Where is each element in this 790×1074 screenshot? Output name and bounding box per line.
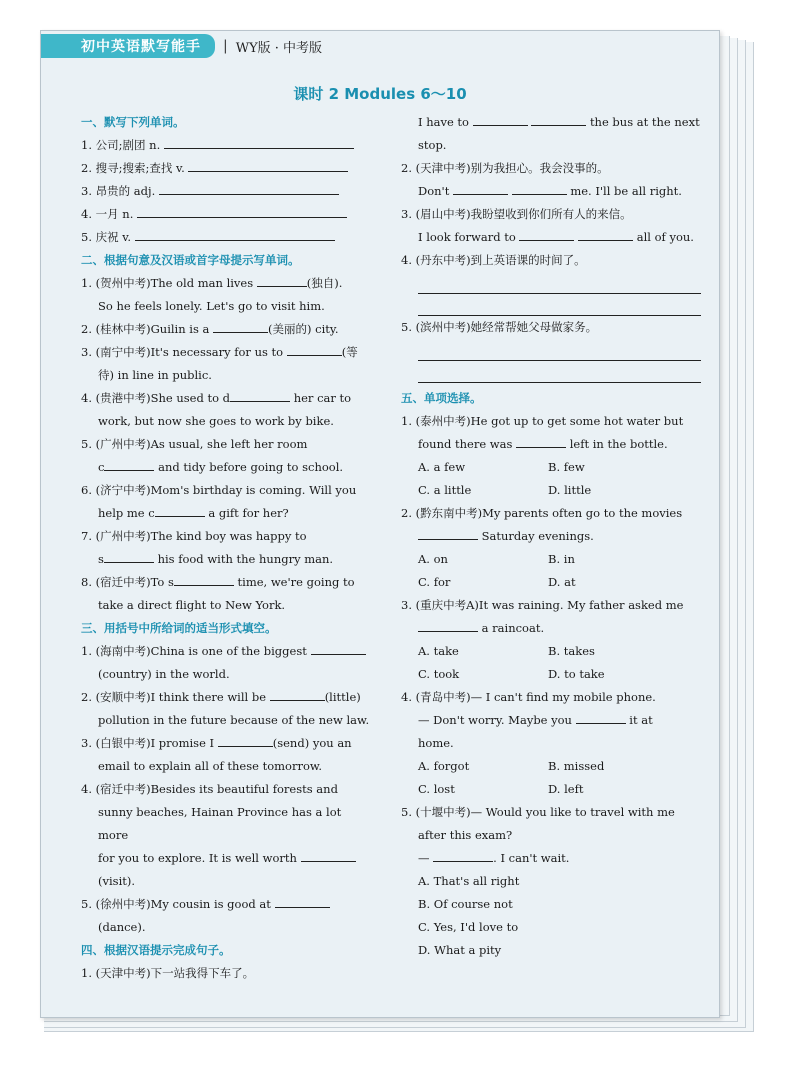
answer-blank[interactable] bbox=[418, 525, 478, 540]
question-text: I have to the bus at the next bbox=[401, 111, 701, 134]
question: 5. 庆祝 v. bbox=[81, 226, 371, 249]
question: 1. (天津中考)下一站我得下车了。 bbox=[81, 966, 255, 980]
answer-blank[interactable] bbox=[104, 456, 154, 471]
page-header bbox=[41, 35, 322, 57]
option-a[interactable]: A. take bbox=[418, 644, 459, 658]
question-text: work, but now she goes to work by bike. bbox=[98, 414, 334, 428]
option-d[interactable]: D. What a pity bbox=[418, 943, 502, 957]
question: 1. (贺州中考)The old man lives (独自). bbox=[81, 272, 371, 295]
answer-blank[interactable] bbox=[512, 180, 567, 195]
question-text: (country) in the world. bbox=[98, 667, 230, 681]
options-row bbox=[401, 640, 701, 663]
options-row bbox=[401, 755, 701, 778]
question-text: (dance). bbox=[98, 920, 146, 934]
question: 1. (泰州中考)He got up to get some hot water but bbox=[401, 414, 684, 428]
option-c[interactable]: C. lost bbox=[418, 782, 455, 796]
question-text: email to explain all of these tomorrow. bbox=[98, 759, 323, 773]
question: 3. 昂贵的 adj. bbox=[81, 180, 371, 203]
answer-blank[interactable] bbox=[311, 640, 366, 655]
answer-blank[interactable] bbox=[230, 387, 290, 402]
question: 4. (贵港中考)She used to d her car to bbox=[81, 387, 371, 410]
question-text: found there was left in the bottle. bbox=[401, 433, 701, 456]
question-text: a raincoat. bbox=[401, 617, 701, 640]
answer-line[interactable] bbox=[418, 294, 701, 316]
section-heading: 三、用括号中所给词的适当形式填空。 bbox=[81, 621, 277, 635]
question: 2. (天津中考)别为我担心。我会没事的。 bbox=[401, 161, 609, 175]
question: 5. (广州中考)As usual, she left her room bbox=[81, 437, 308, 451]
answer-blank[interactable] bbox=[174, 571, 234, 586]
left-column bbox=[81, 111, 371, 985]
option-c[interactable]: C. Yes, I'd love to bbox=[418, 920, 519, 934]
section-heading: 二、根据句意及汉语或首字母提示写单词。 bbox=[81, 253, 300, 267]
question-text: pollution in the future because of the new law. bbox=[98, 713, 370, 727]
options-row bbox=[401, 663, 701, 686]
answer-blank[interactable] bbox=[531, 111, 586, 126]
answer-blank[interactable] bbox=[270, 686, 325, 701]
option-b[interactable]: B. Of course not bbox=[418, 897, 513, 911]
answer-blank[interactable] bbox=[164, 134, 354, 149]
question: 5. (十堰中考)— Would you like to travel with me bbox=[401, 805, 675, 819]
brand-logo: 初中英语默写能手 bbox=[41, 34, 215, 58]
question: 2. (黔东南中考)My parents often go to the movies bbox=[401, 506, 683, 520]
question-text: — Don't worry. Maybe you it at bbox=[401, 709, 701, 732]
answer-blank[interactable] bbox=[104, 548, 154, 563]
answer-line[interactable] bbox=[418, 361, 701, 383]
question: 3. (南宁中考)It's necessary for us to (等 bbox=[81, 341, 371, 364]
answer-blank[interactable] bbox=[275, 893, 330, 908]
question: 6. (济宁中考)Mom's birthday is coming. Will you bbox=[81, 483, 357, 497]
answer-line[interactable] bbox=[418, 272, 701, 294]
question-text: (visit). bbox=[98, 874, 136, 888]
question-text: — . I can't wait. bbox=[401, 847, 701, 870]
option-a[interactable]: A. forgot bbox=[418, 759, 470, 773]
question: 4. (青岛中考)— I can't find my mobile phone. bbox=[401, 690, 656, 704]
question: 1. 公司;剧团 n. bbox=[81, 134, 371, 157]
section-heading: 一、默写下列单词。 bbox=[81, 115, 185, 129]
option-d[interactable]: D. left bbox=[548, 782, 584, 796]
question-text: stop. bbox=[418, 138, 447, 152]
question-text: after this exam? bbox=[418, 828, 513, 842]
answer-blank[interactable] bbox=[218, 732, 273, 747]
answer-blank[interactable] bbox=[287, 341, 342, 356]
answer-blank[interactable] bbox=[519, 226, 574, 241]
question-text: help me c a gift for her? bbox=[81, 502, 371, 525]
answer-blank[interactable] bbox=[155, 502, 205, 517]
option-a[interactable]: A. a few bbox=[418, 460, 466, 474]
question: 5. (滨州中考)她经常帮她父母做家务。 bbox=[401, 320, 598, 334]
answer-blank[interactable] bbox=[257, 272, 307, 287]
question-text: 待) in line in public. bbox=[98, 368, 212, 382]
question-text: Don't me. I'll be all right. bbox=[401, 180, 701, 203]
question: 2. 搜寻;搜索;查找 v. bbox=[81, 157, 371, 180]
option-d[interactable]: D. to take bbox=[548, 667, 605, 681]
answer-blank[interactable] bbox=[135, 226, 335, 241]
answer-blank[interactable] bbox=[576, 709, 626, 724]
option-d[interactable]: D. little bbox=[548, 483, 592, 497]
question: 1. (海南中考)China is one of the biggest bbox=[81, 640, 371, 663]
question-text: take a direct flight to New York. bbox=[98, 598, 286, 612]
question: 8. (宿迁中考)To s time, we're going to bbox=[81, 571, 371, 594]
question: 5. (徐州中考)My cousin is good at bbox=[81, 893, 371, 916]
question: 4. 一月 n. bbox=[81, 203, 371, 226]
answer-blank[interactable] bbox=[137, 203, 347, 218]
option-b[interactable]: B. takes bbox=[548, 644, 595, 658]
question: 7. (广州中考)The kind boy was happy to bbox=[81, 529, 307, 543]
question: 4. (丹东中考)到上英语课的时间了。 bbox=[401, 253, 586, 267]
answer-blank[interactable] bbox=[188, 157, 348, 172]
answer-blank[interactable] bbox=[213, 318, 268, 333]
question: 3. (重庆中考A)It was raining. My father asked me bbox=[401, 598, 684, 612]
section-heading: 四、根据汉语提示完成句子。 bbox=[81, 943, 231, 957]
lesson-title: 课时 2 Modules 6～10 bbox=[293, 85, 467, 103]
question: 3. (眉山中考)我盼望收到你们所有人的来信。 bbox=[401, 207, 632, 221]
question: 3. (白银中考)I promise I (send) you an bbox=[81, 732, 371, 755]
answer-blank[interactable] bbox=[453, 180, 508, 195]
answer-blank[interactable] bbox=[159, 180, 339, 195]
answer-blank[interactable] bbox=[578, 226, 633, 241]
option-c[interactable]: C. a little bbox=[418, 483, 472, 497]
header-separator: | bbox=[223, 38, 228, 54]
answer-blank[interactable] bbox=[418, 617, 478, 632]
answer-blank[interactable] bbox=[473, 111, 528, 126]
answer-line[interactable] bbox=[418, 339, 701, 361]
question-text: home. bbox=[418, 736, 454, 750]
question-text: s his food with the hungry man. bbox=[81, 548, 371, 571]
section-heading: 五、单项选择。 bbox=[401, 391, 482, 405]
right-column bbox=[401, 111, 701, 962]
question-text: for you to explore. It is well worth bbox=[81, 847, 371, 870]
option-d[interactable]: D. at bbox=[548, 575, 576, 589]
options-row bbox=[401, 456, 701, 479]
question: 4. (宿迁中考)Besides its beautiful forests and bbox=[81, 782, 338, 796]
option-c[interactable]: C. for bbox=[418, 575, 451, 589]
question-text: c and tidy before going to school. bbox=[81, 456, 371, 479]
answer-blank[interactable] bbox=[301, 847, 356, 862]
option-b[interactable]: B. missed bbox=[548, 759, 605, 773]
question-text: I look forward to all of you. bbox=[401, 226, 701, 249]
option-b[interactable]: B. few bbox=[548, 460, 585, 474]
worksheet-page bbox=[40, 30, 720, 1018]
edition-label: WY版 · 中考版 bbox=[235, 40, 323, 56]
question-text: sunny beaches, Hainan Province has a lot more bbox=[98, 805, 342, 842]
question: 2. (安顺中考)I think there will be (little) bbox=[81, 686, 371, 709]
option-c[interactable]: C. took bbox=[418, 667, 460, 681]
options-row bbox=[401, 571, 701, 594]
answer-blank[interactable] bbox=[516, 433, 566, 448]
option-b[interactable]: B. in bbox=[548, 552, 575, 566]
options-row bbox=[401, 548, 701, 571]
question-text: Saturday evenings. bbox=[401, 525, 701, 548]
option-a[interactable]: A. That's all right bbox=[418, 874, 520, 888]
question-text: So he feels lonely. Let's go to visit him. bbox=[98, 299, 325, 313]
question: 2. (桂林中考)Guilin is a (美丽的) city. bbox=[81, 318, 371, 341]
answer-blank[interactable] bbox=[433, 847, 493, 862]
options-row bbox=[401, 479, 701, 502]
option-a[interactable]: A. on bbox=[418, 552, 448, 566]
options-row bbox=[401, 778, 701, 801]
